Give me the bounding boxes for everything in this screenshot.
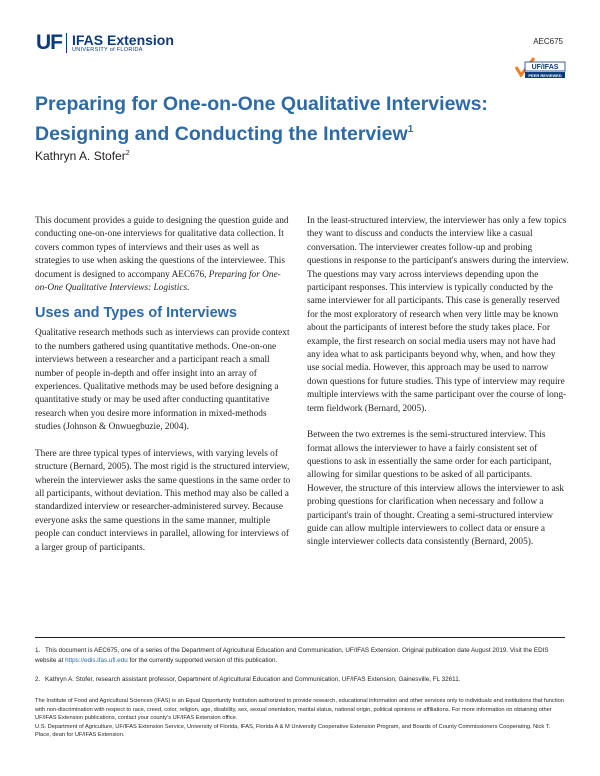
edis-link[interactable]: https://edis.ifas.ufl.edu <box>65 657 128 664</box>
eop-paragraph: The Institute of Food and Agricultural Sciences (IFAS) is an Equal Opportunity Institution authorized to provide research, educational information and other services only to individuals and institutions that function with non-discrimination with respect to race, creed, color, religion, age, disability, sex, sexual orientation, marital status, national origin, political opinions or affiliations. For more information on obtaining other UF/IFAS Extension publications, contact your county's UF/IFAS Extension office. <box>35 698 564 722</box>
footnote-number: 2. <box>35 676 41 683</box>
document-id: AEC675 <box>533 37 563 46</box>
paragraph: There are three typical types of interviews, with varying levels of structure (Bernard, 2005). The most rigid is the structured interview, wherein the interviewer asks the same questions in the same order to all participants, without deviation. This method may also be called a standardized interview or researcher-administered survey. Because everyone asks the same questions in the same manner, multiple people can conduct interviews in parallel, allowing for interviews of a larger group of participants. <box>35 448 291 553</box>
equal-opportunity-statement <box>35 697 565 740</box>
left-column <box>35 215 292 555</box>
companion-publication-title: Preparing for One-on-One Qualitative Interviews: Logistics <box>35 269 281 294</box>
paragraph: Qualitative research methods such as interviews can provide context to the numbers gathered using quantitative methods. One-on-one interviews between a researcher and a participant reach a small number of people in-depth and offer insight into an array of experiences. Qualitative methods may be used before designing a quantitative study or may be used after conducting quantitative research when you desire more information in mixed-methods studies (Johnson & Onwuegbuzie, 2004). <box>35 328 290 433</box>
footnote-number: 1. <box>35 647 41 654</box>
eop-paragraph: U.S. Department of Agriculture, UF/IFAS Extension Service, University of Florida, IFAS, Florida A & M University Cooperative Extension Program, and Boards of County Commissioners Cooperating. Nick T. Place, dean for UF/IFAS Extension. <box>35 723 551 739</box>
logo-text <box>72 33 174 54</box>
paragraph: Between the two extremes is the semi-structured interview. This format allows the interviewer to have a fairly consistent set of questions to ask in essentially the same order for each participant, allowing for similar questions to be asked of all participants. However, the structure of this interview allows the interviewer to ask probing questions for clarification when necessary and follow a participant's train of thought. Creating a semi-structured interview guide can allow multiple interviewers to collect data or ensure a single interviewer collects data consistently (Bernard, 2005). <box>307 430 565 548</box>
badge-sub-label: PEER REVIEWED <box>528 72 562 78</box>
author-name: Kathryn A. Stofer <box>35 149 126 163</box>
title-line-2 <box>35 117 555 147</box>
document-title <box>35 92 555 147</box>
badge-label: UF/IFAS <box>531 64 559 71</box>
paragraph-gap <box>35 435 292 448</box>
title-footnote-marker[interactable]: 1 <box>407 124 414 135</box>
footnote-text: This document is AEC675, one of a series of the Department of Agricultural Education and Communication, UF/IFAS Extension. Original publication date August 2019. Visit the EDIS website at <box>35 647 549 664</box>
footnote-2 <box>35 675 565 685</box>
peer-reviewed-badge <box>514 55 566 81</box>
ifas-extension-logo[interactable] <box>36 32 174 54</box>
section-heading: Uses and Types of Interviews <box>35 305 237 322</box>
paragraph-gap <box>307 416 569 429</box>
title-line-2-text: Designing and Conducting the Interview <box>35 123 408 145</box>
intro-end: . <box>187 283 190 294</box>
footnote-divider <box>35 637 565 638</box>
footnote-text: Kathryn A. Stofer, research assistant professor, Department of Agricultural Education and Communication, UF/IFAS Extension, Gainesville, FL 32611. <box>45 676 461 683</box>
author <box>35 149 130 163</box>
paragraph: In the least-structured interview, the interviewer has only a few topics they want to discuss and conducts the interview like a casual conversation. The interviewer creates follow-up and probing questions in response to the participant's answers during the interview. The questions may vary across interviews depending upon the participant responses. This interview is typically conducted by the same interviewer for all participants. This case is generally reserved for the most exploratory of research when very little may be known about the participants of interest before the study takes place. For example, the first research on social media users may not have had any idea what to ask participants beyond why, when, and how they use social media. However, this approach may be used to narrow down questions for future studies. This type of interview may require multiple interviews with the same participant over the course of long-term fieldwork (Bernard, 2005). <box>307 216 569 414</box>
author-footnote-marker[interactable]: 2 <box>125 150 130 157</box>
footnote-text-end: for the currently supported version of this publication. <box>127 657 278 664</box>
footnote-1 <box>35 646 565 666</box>
logo-sub-text: UNIVERSITY of FLORIDA <box>72 46 143 53</box>
intro-paragraph <box>35 215 292 295</box>
logo-main-text: IFAS Extension <box>72 31 174 48</box>
uf-logo-mark: UF <box>36 31 62 54</box>
right-column <box>307 215 569 550</box>
intro-text: This document provides a guide to designing the question guide and conducting one-on-one interviews for qualitative data collection. It covers common types of interviews and their uses as well as strategies to use when asking the questions of the interviewee. This document is designed to accompany AEC676, <box>35 216 289 280</box>
logo-divider <box>66 33 67 53</box>
title-line-1: Preparing for One-on-One Qualitative Interviews: <box>35 93 488 115</box>
